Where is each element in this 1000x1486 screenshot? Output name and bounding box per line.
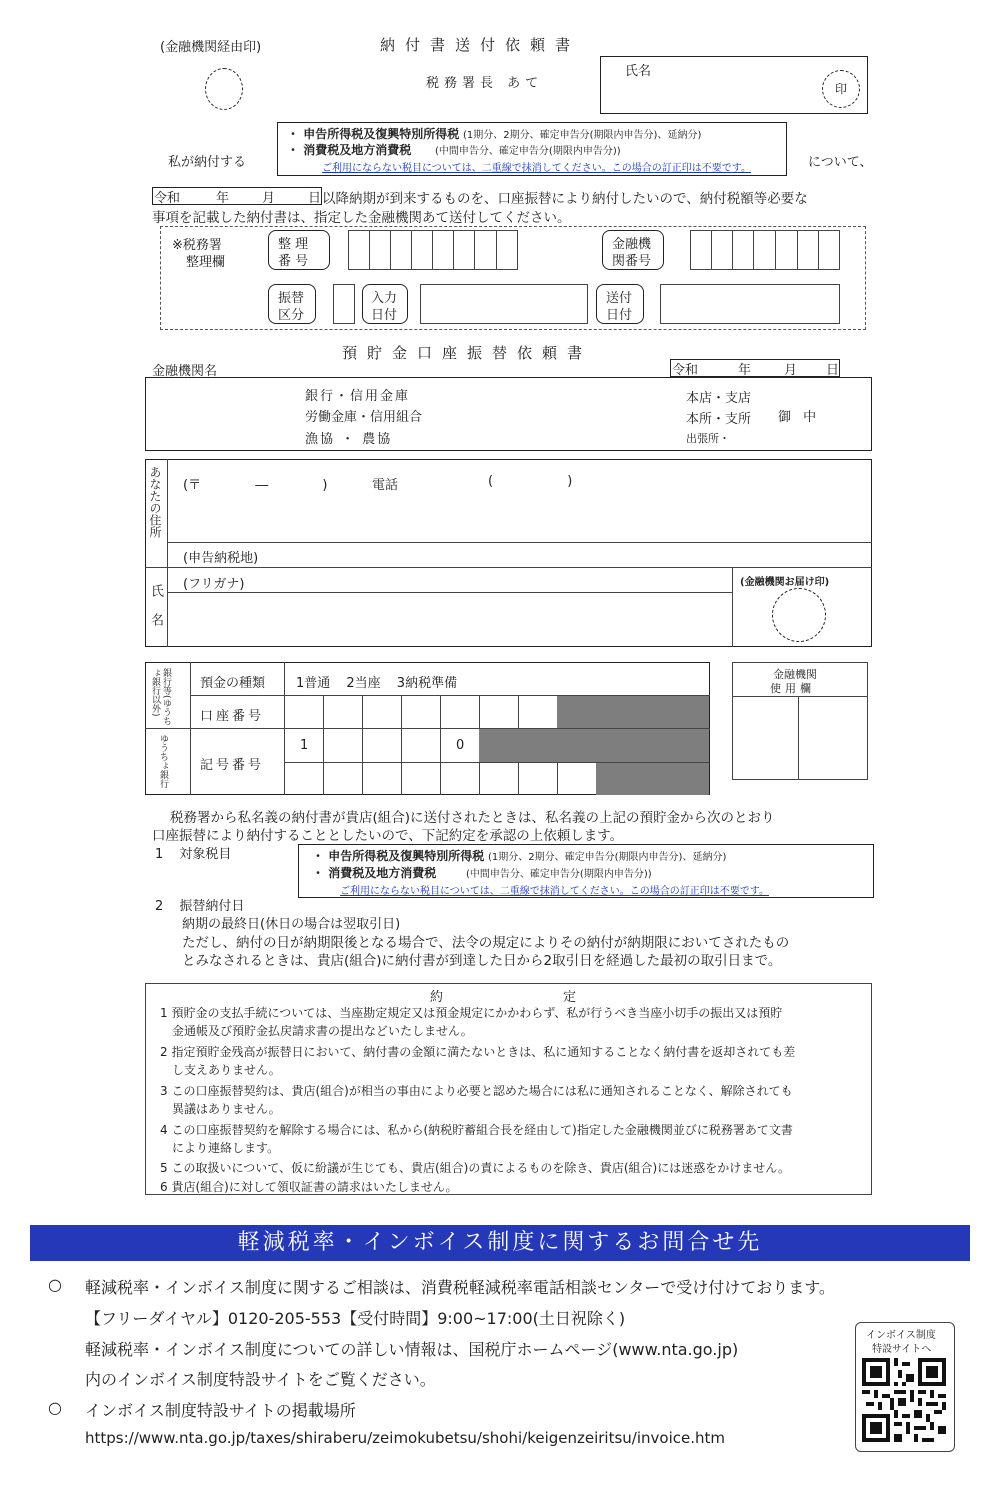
furikae-label-1: 振替 (278, 291, 305, 306)
inquiry-line-3: 軽減税率・インボイス制度についての詳しい情報は、国税庁ホームページ(www.nta.go.jp) (85, 1340, 739, 1359)
kikan-label-1: 金融機 (612, 237, 652, 252)
inquiry-line-4: 内のインボイス制度特設サイトをご覧ください。 (85, 1370, 436, 1389)
furikae-label-2: 区分 (278, 308, 305, 323)
name-side-label: 氏名 (148, 584, 163, 642)
target-tax-item-1[interactable]: ・ 申告所得税及復興特別所得税 (1期分、2期分、確定申告分(期限内申告分)、延納分) (312, 849, 727, 863)
bank-type-2: 労働金庫・信用組合 (305, 410, 423, 425)
kikan-label-2: 関番号 (612, 254, 652, 269)
bank-seal-label: (金融機関お届け印) (740, 577, 830, 588)
declared-label: (申告納税地) (183, 551, 259, 566)
name-label: 氏名 (625, 64, 652, 79)
inquiry-line-5: インボイス制度特設サイトの掲載場所 (85, 1401, 356, 1420)
deposit-type-label: 預金の種類 (200, 676, 266, 691)
transfer-date-text-3: とみなされるときは、貴店(組合)に納付書が到達した日から2取引日を経過した最初の取引日まで。 (182, 953, 782, 969)
inquiry-banner: 軽減税率・インボイス制度に関するお問合せ先 (30, 1225, 970, 1261)
clause-6: 6 貴店(組合)に対して領収証書の請求はいたしません。 (160, 1180, 458, 1194)
target-tax-item-2[interactable]: ・ 消費税及地方消費税 (中間申告分、確定申告分(期限内申告分)) (312, 866, 652, 880)
branch-1: 本店・支店 (686, 391, 752, 406)
request-date-era: 令和 (672, 363, 699, 378)
invoice-site-url[interactable]: https://www.nta.go.jp/taxes/shiraberu/zeimokubetsu/shohi/keigenzeiritsu/invoice.htm (85, 1429, 725, 1447)
furikae-cell[interactable] (333, 284, 355, 324)
transfer-date-text-2: ただし、納付の日が納期限後となる場合で、法令の規定によりその納付が納期限においてされたもの (182, 935, 790, 951)
regarding-text: について、 (808, 155, 873, 170)
start-date-month: 月 (262, 191, 276, 206)
bank-stamp-label: (金融機関経由印) (160, 40, 262, 55)
cancel-note: ご利用にならない税目については、二重線で抹消してください。この場合の訂正印は不要です。 (322, 163, 751, 174)
bank-name-box[interactable] (145, 377, 872, 451)
request-text-2: 口座振替により納付することとしたいので、下記約定を承認の上依頼します。 (152, 828, 624, 844)
seal-label: 印 (835, 82, 848, 96)
kigou-zero-digit: 0 (456, 738, 465, 753)
onchu: 御 中 (778, 410, 821, 425)
bank-type-3: 漁協 ・ 農協 (305, 432, 393, 447)
furigana-label[interactable]: (フリガナ) (183, 577, 245, 592)
bank-stamp-circle (205, 68, 243, 110)
form-title: 納付書送付依頼書 (380, 36, 581, 54)
clause-2b: し支えありません。 (172, 1063, 281, 1077)
account-number-label: 口座番号 (200, 709, 265, 724)
target-cancel-note: ご利用にならない税目については、二重線で抹消してください。この場合の訂正印は不要です。 (340, 886, 769, 897)
bank-name-label: 金融機関名 (152, 364, 218, 379)
phone-field[interactable]: ( ) (488, 474, 573, 489)
shaded-number-cells-1 (557, 696, 709, 728)
agreement-title: 約定 (430, 990, 697, 1005)
tax-item-2[interactable]: ・ 消費税及地方消費税 (中間申告分、確定申告分(期限内申告分)) (287, 143, 621, 157)
qr-code-icon[interactable] (862, 1358, 946, 1442)
nyuryoku-label-2: 日付 (371, 308, 398, 323)
transfer-date-text-1: 納期の最終日(休日の場合は翌取引日) (182, 917, 401, 932)
circle-bullet-2: ○ (48, 1398, 62, 1417)
shaded-kigou-cells (479, 729, 709, 762)
deposit-type-options[interactable]: 1普通 2当座 3納税準備 (296, 676, 458, 691)
seiri-label-1: 整 理 (278, 237, 309, 252)
yucho-side-label: ゆうちょ銀行 (158, 734, 168, 788)
tax-lead: 私が納付する (168, 155, 247, 170)
kigou-first-digit: 1 (300, 738, 309, 753)
clause-1a: 1 預貯金の支払手続については、当座勘定規定又は預金規定にかかわらず、私が行うべき当座小切手の振出又は預貯 (160, 1006, 783, 1020)
clause-2a: 2 指定預貯金残高が振替日において、納付書の金額に満たないときは、私に通知することなく納付書を返却されても差 (160, 1045, 796, 1059)
request-text-1: 税務署から私名義の納付書が貴店(組合)に送付されたときは、私名義の上記の預貯金から次のとおり (170, 810, 775, 826)
bank-side-label: 銀行等(ゆうちょ銀行以外) (150, 668, 171, 726)
clause-4a: 4 この口座振替契約を解除する場合には、私から(納税貯蓄組合長を経由して)指定した金融機関並びに税務署あて文書 (160, 1123, 793, 1137)
nyuryoku-label-1: 入力 (371, 291, 398, 306)
start-date-day: 日 (308, 191, 322, 206)
seiri-label-2: 番 号 (278, 254, 309, 269)
phone-label: 電話 (372, 478, 399, 493)
bank-seal-circle (772, 588, 826, 642)
qr-label-2: 特設サイトへ (872, 1344, 932, 1355)
circle-bullet-1: ○ (48, 1275, 62, 1294)
clause-5: 5 この取扱いについて、仮に紛議が生じても、貴店(組合)の責によるものを除き、貴店(組合)には迷惑をかけません。 (160, 1161, 790, 1175)
soufu-label-1: 送付 (606, 291, 633, 306)
nyuryoku-cell[interactable] (420, 284, 588, 324)
bank-use-label-2: 使用欄 (770, 682, 815, 695)
target-tax-label: 1 対象税目 (155, 847, 232, 862)
soufu-label-2: 日付 (606, 308, 633, 323)
request-date-day: 日 (826, 363, 840, 378)
postal-label[interactable]: (〒 ― ) (183, 478, 328, 493)
start-date-era: 令和 (154, 191, 181, 206)
inquiry-line-2: 【フリーダイヤル】0120-205-553【受付時間】9:00~17:00(土日祝除く) (85, 1309, 626, 1328)
office-label-1: ※税務署 (172, 238, 222, 253)
qr-label-1: インボイス制度 (866, 1330, 936, 1341)
inquiry-line-1: 軽減税率・インボイス制度に関するご相談は、消費税軽減税率電話相談センターで受け付けております。 (85, 1278, 835, 1297)
branch-3: 出張所・ (686, 432, 730, 445)
clause-1b: 金通帳及び預貯金払戻請求書の提出などいたしません。 (172, 1024, 473, 1038)
shaded-kigou-cells-2 (596, 763, 709, 795)
branch-2: 本所・支所 (686, 412, 752, 427)
bank-use-label-1: 金融機関 (773, 668, 817, 681)
office-label-2: 整理欄 (186, 255, 226, 270)
request-date-year: 年 (738, 363, 752, 378)
date-text-1: 以降納期が到来するものを、口座振替により納付したいので、納付税額等必要な (322, 191, 808, 207)
request-date-month: 月 (784, 363, 798, 378)
tax-item-1[interactable]: ・ 申告所得税及復興特別所得税 (1期分、2期分、確定申告分(期限内申告分)、延納分) (287, 127, 702, 141)
clause-3a: 3 この口座振替契約は、貴店(組合)が相当の事由により必要と認めた場合には私に通知されることなく、解除されても (160, 1084, 793, 1098)
date-text-2: 事項を記載した納付書は、指定した金融機関あて送付してください。 (152, 210, 571, 226)
start-date-year: 年 (216, 191, 230, 206)
bank-type-1: 銀行・信用金庫 (305, 389, 411, 404)
seiri-number-cells[interactable] (348, 230, 518, 270)
transfer-date-label: 2 振替納付日 (155, 899, 245, 914)
address-side-label: あなたの住所 (148, 466, 162, 538)
soufu-cell[interactable] (660, 284, 840, 324)
transfer-title: 預貯金口座振替依頼書 (342, 344, 593, 362)
kigou-number-label: 記号番号 (200, 758, 265, 773)
addressee: 税務署長 あて (426, 76, 544, 91)
clause-3b: 異議はありません。 (172, 1102, 281, 1116)
clause-4b: により連絡します。 (172, 1141, 280, 1155)
